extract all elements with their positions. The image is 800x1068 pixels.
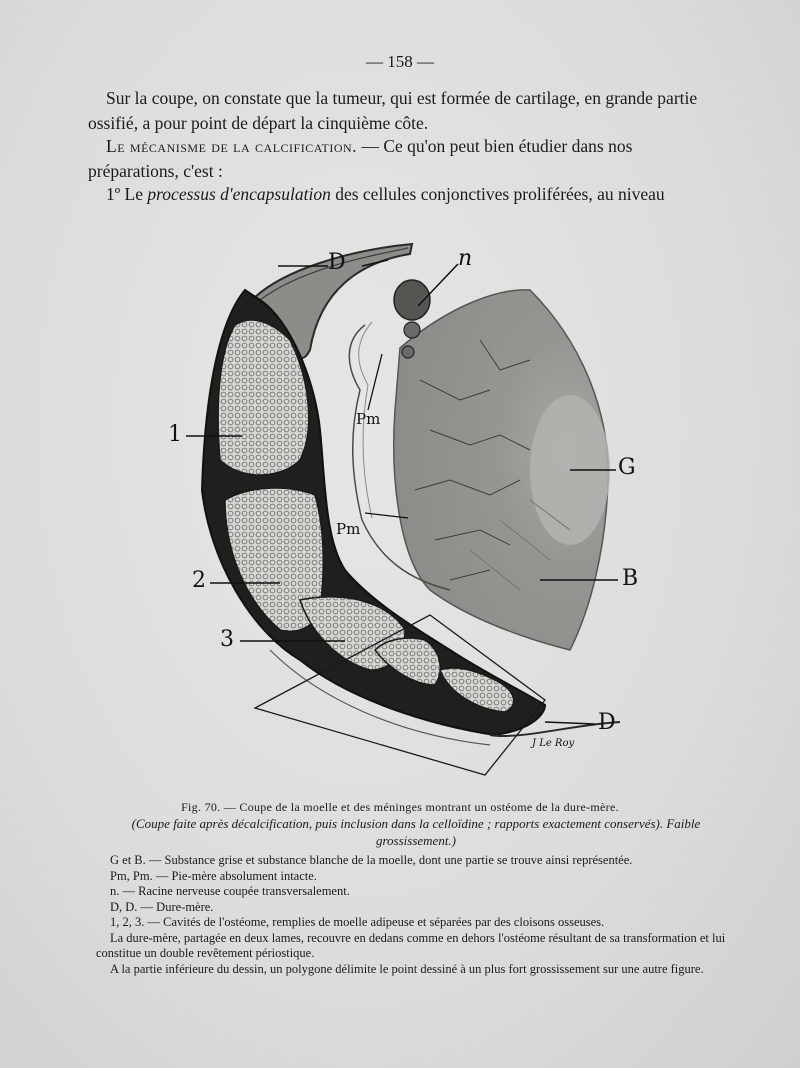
artist-signature: J Le Roy (532, 738, 575, 749)
legend-item: 1, 2, 3. — Cavités de l'ostéome, remplies de moelle adipeuse et séparées par des cloisons osseuses. (110, 915, 605, 929)
paragraph-3 (88, 182, 710, 207)
paragraph-3-start: 1º Le (106, 184, 148, 204)
legend-item: A la partie inférieure du dessin, un polygone délimite le point dessiné à un plus fort grossissement sur une autre figure. (110, 961, 704, 976)
label-G: G (618, 455, 636, 480)
page-number: — 158 — (366, 52, 434, 71)
figure-drawing (150, 230, 660, 790)
label-B: B (622, 566, 639, 591)
label-3: 3 (220, 627, 234, 652)
legend-item: Pm, Pm. — Pie-mère absolument intacte. (110, 868, 317, 883)
legend-item: n. — Racine nerveuse coupée transversalement. (110, 884, 350, 898)
label-D-top: D (328, 250, 346, 275)
figure-caption-title: Fig. 70. — Coupe de la moelle et des méninges montrant un ostéome de la dure-mère. (181, 800, 619, 814)
label-D-bottom: D (598, 710, 616, 735)
figure-legend (96, 853, 728, 977)
label-1: 1 (168, 422, 182, 447)
paragraph-2-text: — Ce qu'on peut bien étudier dans nos préparations, c'est : (88, 136, 633, 181)
section-heading: Le mécanisme de la calcification. (106, 136, 358, 156)
figure-caption-subtitle: (Coupe faite après décalcification, puis inclusion dans la celloïdine ; rapports exactement conservés). Faible grossissement.) (131, 816, 701, 848)
legend-item: La dure-mère, partagée en deux lames, recouvre en dedans comme en dehors l'ostéome résultant de sa transformation et lui constitue un double revêtement périostique. (96, 930, 726, 960)
legend-item: G et B. — Substance grise et substance blanche de la moelle, dont une partie se trouve ainsi représentée. (110, 853, 633, 867)
label-Pm-lower: Pm (336, 520, 361, 538)
paragraph-2 (88, 134, 710, 184)
label-2: 2 (192, 568, 206, 593)
label-Pm-upper: Pm (356, 410, 381, 428)
paragraph-3-end: des cellules conjonctives proliférées, au niveau (330, 184, 665, 204)
histology-figure (150, 230, 660, 790)
paragraph-3-italic: processus d'encapsulation (147, 184, 331, 204)
paragraph-1: Sur la coupe, on constate que la tumeur, qui est formée de cartilage, en grande partie ossifié, a pour point de départ la cinquième côte. (88, 88, 698, 133)
legend-item: D, D. — Dure-mère. (110, 899, 214, 914)
label-n: n (458, 246, 473, 271)
